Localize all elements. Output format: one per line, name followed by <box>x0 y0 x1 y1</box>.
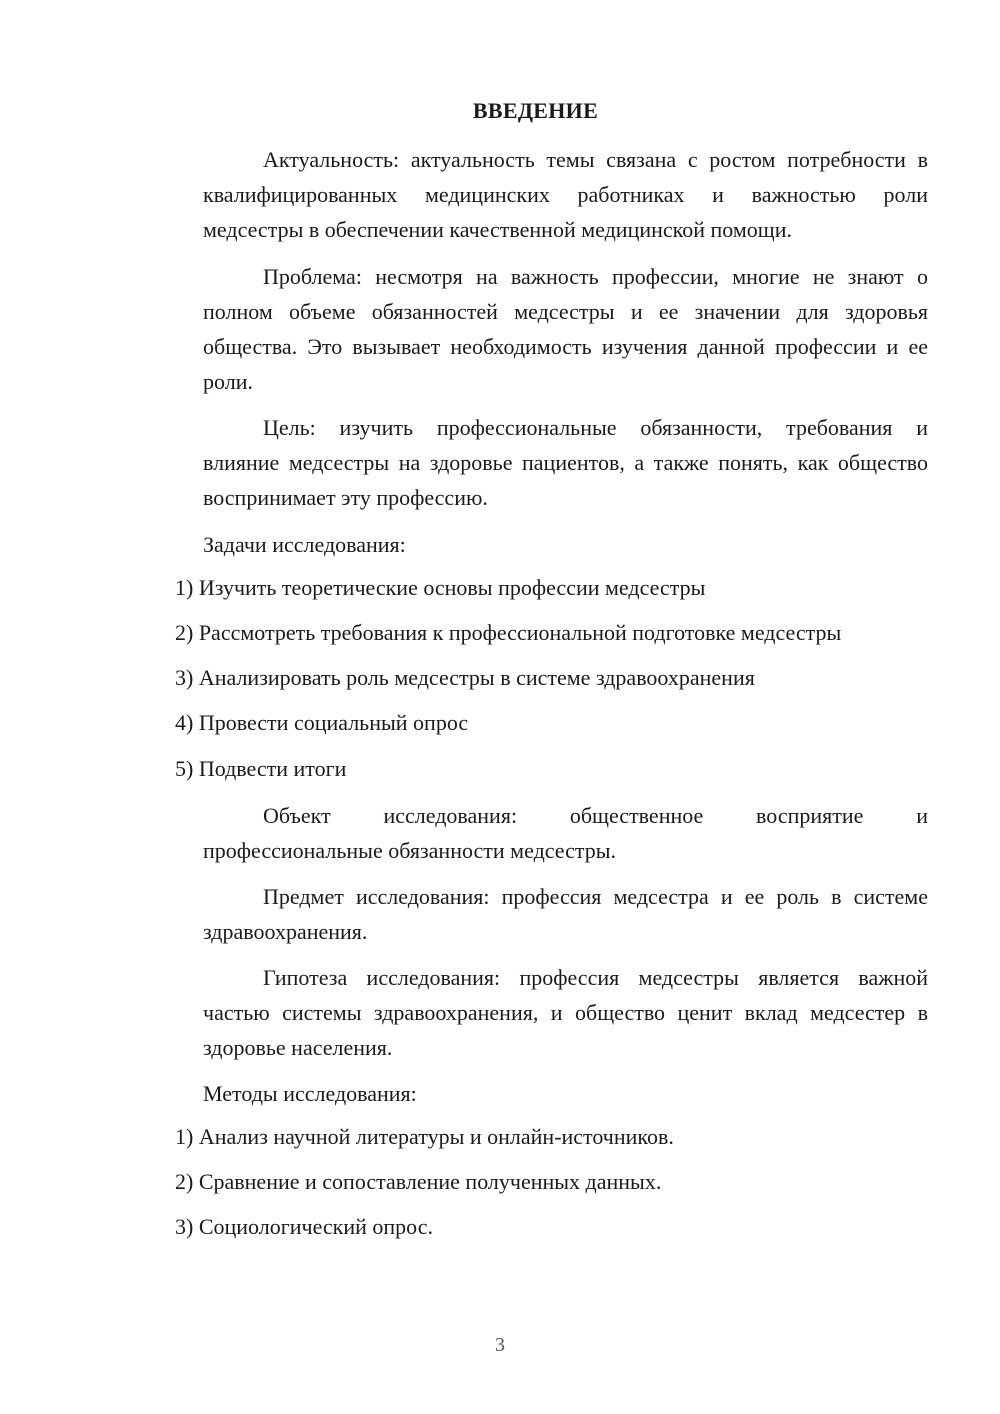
problem-paragraph <box>143 259 928 399</box>
list-item: 2) Рассмотреть требования к профессиональной подготовке медсестры <box>175 620 842 645</box>
list-item: 3) Анализировать роль медсестры в системе здравоохранения <box>175 665 755 690</box>
goal-paragraph <box>143 410 928 515</box>
object-paragraph <box>143 798 928 868</box>
subject-paragraph <box>143 879 928 949</box>
paragraph-line: роли. <box>203 369 253 394</box>
paragraph-line: влияние медсестры на здоровье пациентов, а также понять, как общество <box>203 450 928 475</box>
paragraph-line: общества. Это вызывает необходимость изучения данной профессии и ее <box>203 334 928 359</box>
paragraph-line: Гипотеза исследования: профессия медсестры является важной <box>263 965 928 990</box>
paragraph-line: Цель: изучить профессиональные обязанности, требования и <box>263 415 928 440</box>
tasks-heading-text: Задачи исследования: <box>203 532 406 557</box>
list-item: 3) Социологический опрос. <box>175 1214 433 1239</box>
list-item: 5) Подвести итоги <box>175 756 347 781</box>
paragraph-line: частью системы здравоохранения, и общество ценит вклад медсестер в <box>203 1000 928 1025</box>
paragraph-line: Объект исследования: общественное восприятие и <box>263 803 928 828</box>
list-item: 4) Провести социальный опрос <box>175 710 469 735</box>
page-title: ВВЕДЕНИЕ <box>472 98 599 123</box>
paragraph-line: медсестры в обеспечении качественной медицинской помощи. <box>203 217 792 242</box>
hypothesis-paragraph <box>143 960 928 1065</box>
paragraph-line: Проблема: несмотря на важность профессии, многие не знают о <box>263 264 928 289</box>
tasks-heading <box>143 527 928 562</box>
paragraph-line: Актуальность: актуальность темы связана с ростом потребности в <box>263 147 928 172</box>
paragraph-line: Предмет исследования: профессия медсестра и ее роль в системе <box>263 884 928 909</box>
page-number: 3 <box>495 1334 505 1356</box>
methods-heading-text: Методы исследования: <box>203 1081 417 1106</box>
methods-heading <box>143 1076 928 1111</box>
relevance-paragraph <box>143 142 928 247</box>
paragraph-line: квалифицированных медицинских работниках и важностью роли <box>203 182 928 207</box>
list-item: 1) Изучить теоретические основы профессии медсестры <box>175 575 706 600</box>
paragraph-line: воспринимает эту профессию. <box>203 485 488 510</box>
paragraph-line: профессиональные обязанности медсестры. <box>203 838 617 863</box>
paragraph-line: здоровье населения. <box>203 1035 393 1060</box>
list-item: 1) Анализ научной литературы и онлайн-источников. <box>175 1124 674 1149</box>
paragraph-line: полном объеме обязанностей медсестры и ее значении для здоровья <box>203 299 928 324</box>
list-item: 2) Сравнение и сопоставление полученных данных. <box>175 1169 662 1194</box>
paragraph-line: здравоохранения. <box>203 919 368 944</box>
